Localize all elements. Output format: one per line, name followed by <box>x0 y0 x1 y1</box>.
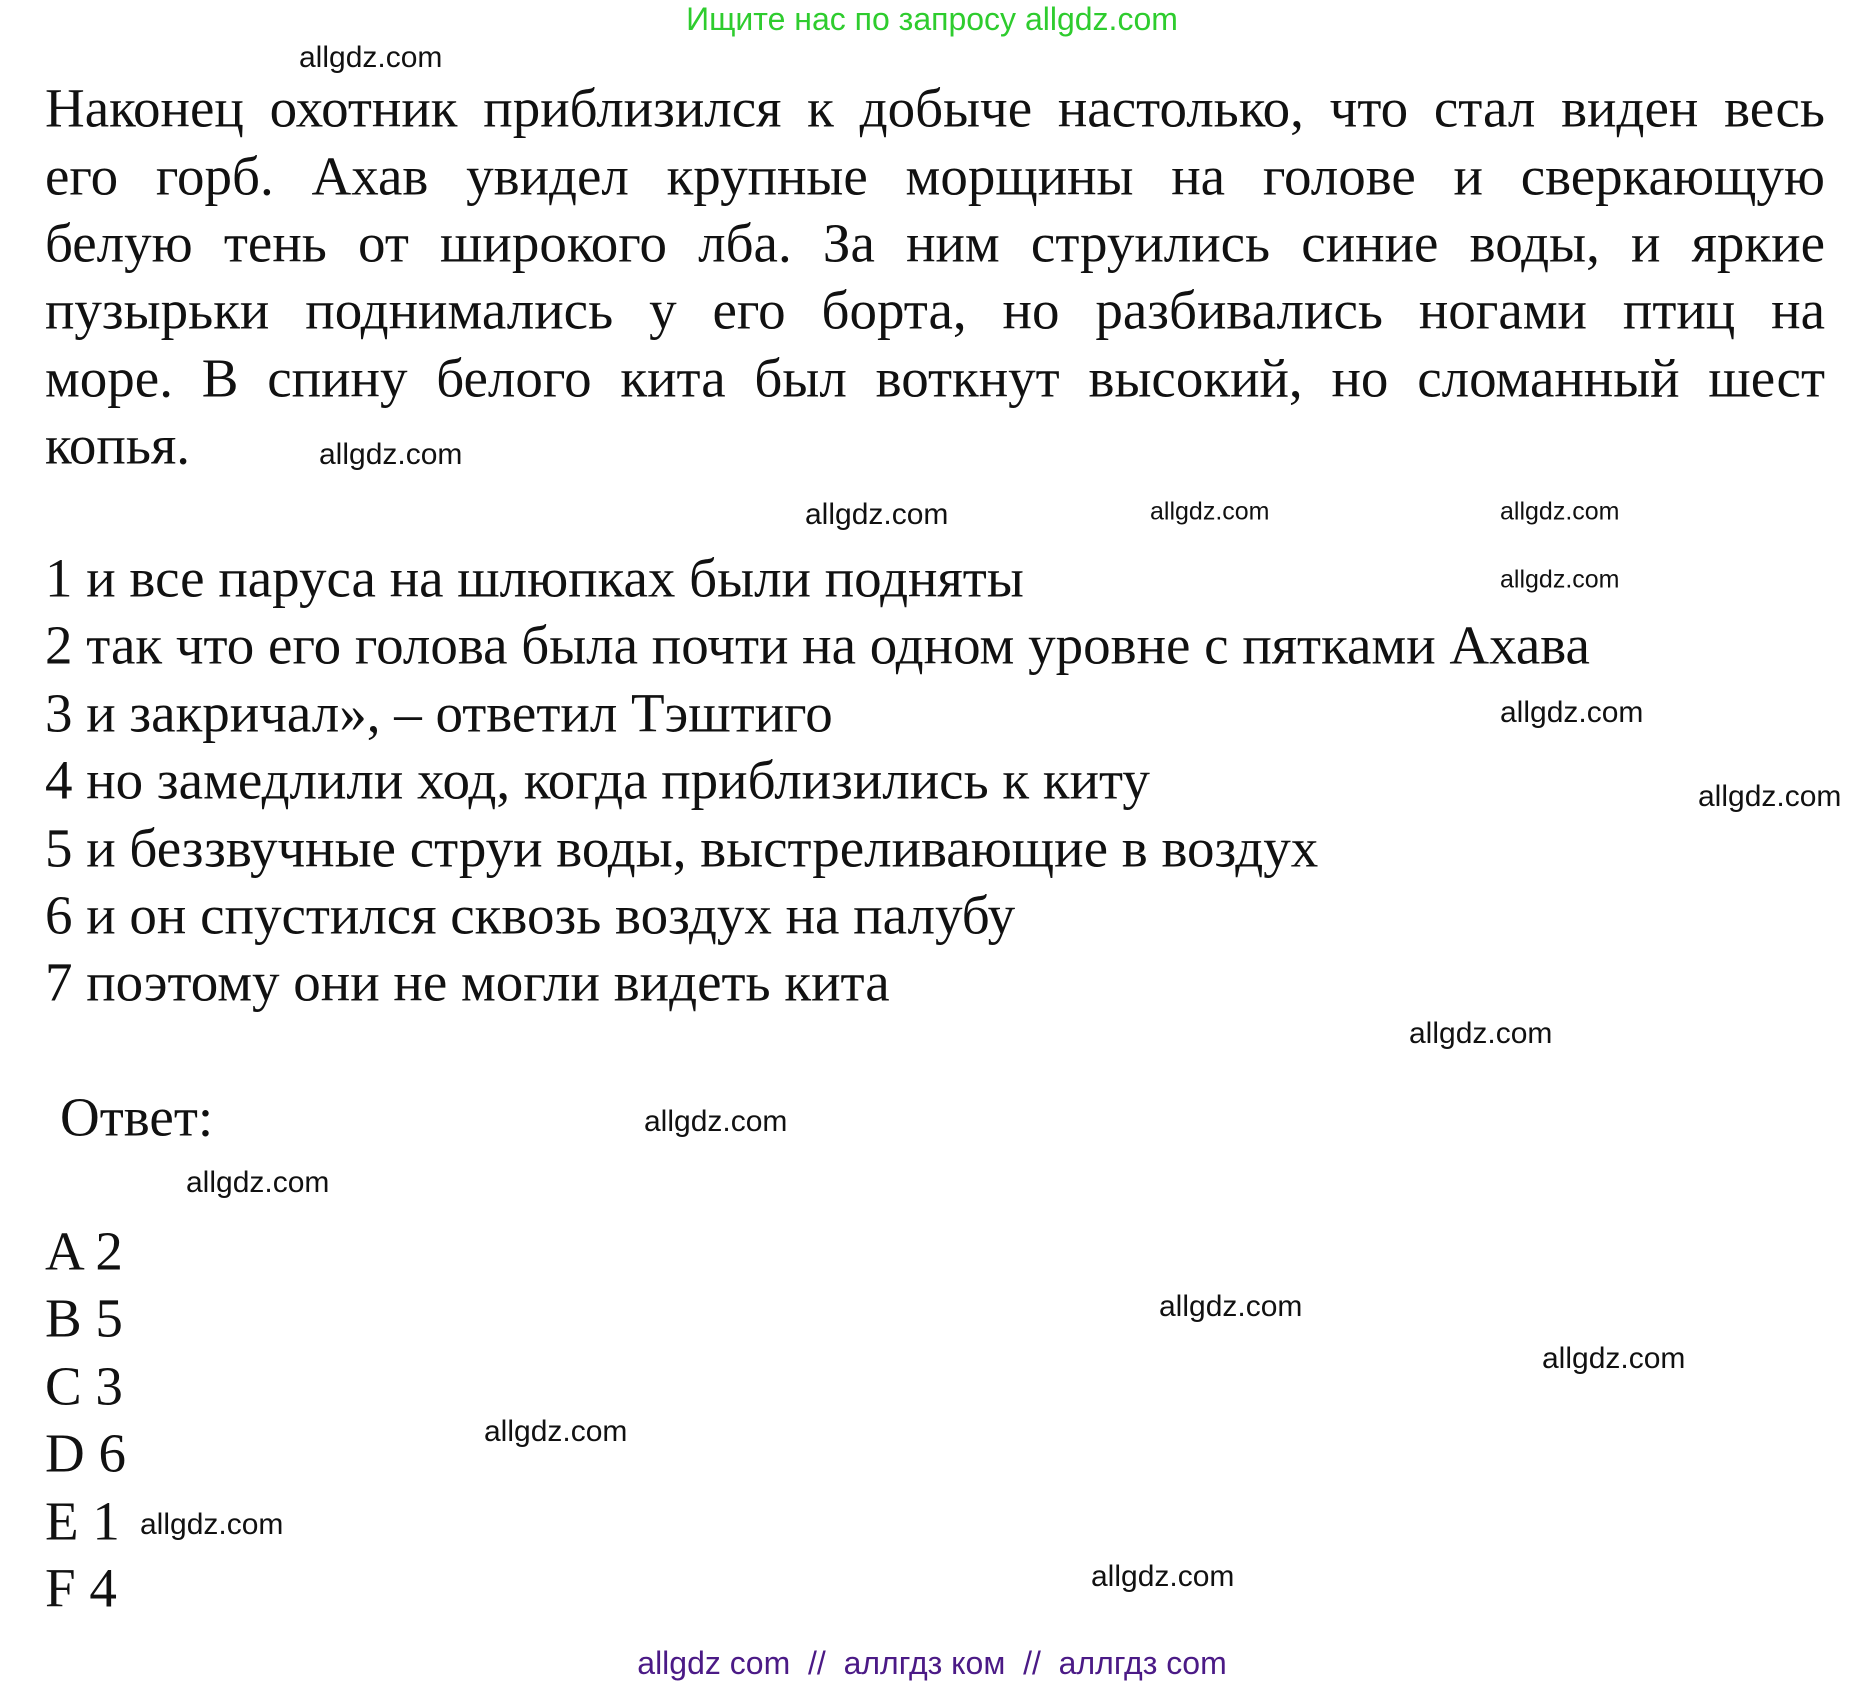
option-item: 5 и беззвучные струи воды, выстреливающие в воздух <box>45 817 1319 879</box>
watermark: allgdz.com <box>1500 565 1620 594</box>
watermark: allgdz.com <box>1409 1017 1553 1050</box>
option-item: 1 и все паруса на шлюпках были подняты <box>45 547 1024 609</box>
watermark: allgdz.com <box>1150 497 1270 526</box>
paragraph-line: Наконец охотник приблизился к добыче настолько, что стал виден весь <box>45 77 1825 139</box>
paragraph-line: белую тень от широкого лба. За ним струились синие воды, и яркие <box>45 212 1825 274</box>
paragraph-line: его горб. Ахав увидел крупные морщины на голове и сверкающую <box>45 145 1825 207</box>
watermark: allgdz.com <box>1542 1342 1686 1375</box>
watermark: allgdz.com <box>319 438 463 471</box>
watermark: allgdz.com <box>1500 696 1644 729</box>
footer-links[interactable]: allgdz com // аллгдз ком // аллгдз com <box>637 1645 1227 1681</box>
watermark: allgdz.com <box>805 498 949 531</box>
watermark: allgdz.com <box>1500 497 1620 526</box>
option-item: 6 и он спустился сквозь воздух на палубу <box>45 884 1016 946</box>
answer-item: F 4 <box>45 1557 117 1619</box>
option-item: 2 так что его голова была почти на одном уровне с пятками Ахава <box>45 614 1590 676</box>
paragraph-line: пузырьки поднимались у его борта, но разбивались ногами птиц на <box>45 279 1825 341</box>
paragraph-line: море. В спину белого кита был воткнут высокий, но сломанный шест <box>45 347 1825 409</box>
answer-item: A 2 <box>45 1220 123 1282</box>
watermark: allgdz.com <box>1091 1560 1235 1593</box>
watermark: allgdz.com <box>1159 1290 1303 1323</box>
answer-item: B 5 <box>45 1287 123 1349</box>
watermark: allgdz.com <box>186 1166 330 1199</box>
option-item: 4 но замедлили ход, когда приблизились к киту <box>45 749 1150 811</box>
promo-banner[interactable]: Ищите нас по запросу allgdz.com <box>686 1 1178 37</box>
watermark: allgdz.com <box>140 1508 284 1541</box>
option-item: 7 поэтому они не могли видеть кита <box>45 951 890 1013</box>
option-item: 3 и закричал», – ответил Тэштиго <box>45 682 833 744</box>
answer-label: Ответ: <box>60 1086 214 1148</box>
answer-item: E 1 <box>45 1490 120 1552</box>
watermark: allgdz.com <box>644 1105 788 1138</box>
watermark: allgdz.com <box>484 1415 628 1448</box>
watermark: allgdz.com <box>299 41 443 74</box>
watermark: allgdz.com <box>1698 780 1842 813</box>
answer-item: D 6 <box>45 1422 126 1484</box>
paragraph-line: копья. <box>45 414 190 476</box>
answer-item: C 3 <box>45 1355 123 1417</box>
